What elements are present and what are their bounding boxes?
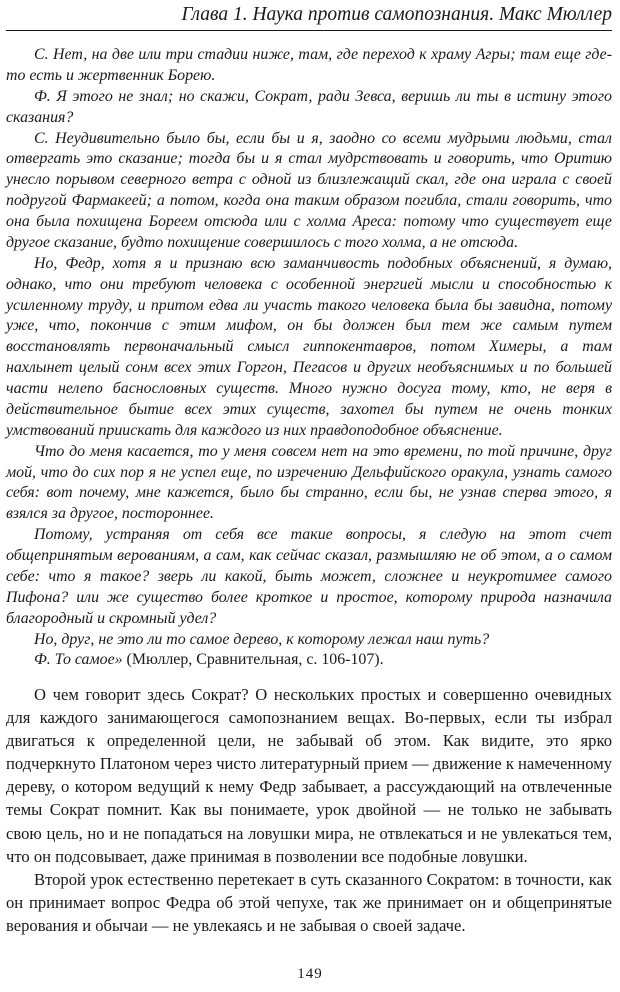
main-text xyxy=(6,683,612,937)
quoted-dialogue xyxy=(6,45,612,671)
citation: (Мюллер, Сравнительная, с. 106-107). xyxy=(122,651,384,669)
quote-paragraph: Но, Федр, хотя я и признаю всю заманчивость подобных объяснений, я думаю, однако, что они требуют человека с особенной энергией мысли и способностью к усиленному труду, и притом едва ли участь такого человека была бы завидна, потому уже, что, покончив с этим мифом, он бы должен был тем же самым путем восстановлять первоначальный смысл гиппокентавров, потом Химеры, а там нахлынет целый сонм всех этих Горгон, Пегасов и других необъяснимых и по большей части нелепо баснословных существ. Много нужно досуга тому, кто, не веря в действительное бытие всех этих существ, захотел бы путем не очень тонких умствований приискать для каждого из них правдоподобное объяснение. xyxy=(6,254,612,439)
quote-paragraph: Потому, устраняя от себя все такие вопросы, я следую на этот счет общепринятым верованиям, а сам, как сейчас сказал, размышляю не об этом, а о самом себе: что я такое? зверь ли какой, быть может, сложнее и неукротимее самого Пифона? или же существо более кроткое и простое, которому природа назначила благородный и скромный удел? xyxy=(6,526,612,627)
quote-paragraph: Что до меня касается, то у меня совсем нет на это времени, по той причине, друг мой, что до сих пор я не успел еще, по изречению Дельфийского оракула, узнать самого себя: вот почему, мне кажется, было бы странно, если бы, не узнав сперва этого, я взялся за другое, постороннее. xyxy=(6,442,612,523)
quote-paragraph: С. Нет, на две или три стадии ниже, там, где переход к храму Агры; там еще где-то есть и жертвенник Борею. xyxy=(6,46,612,84)
quote-final-paragraph xyxy=(6,650,612,671)
quote-paragraph: С. Неудивительно было бы, если бы и я, заодно со всеми мудрыми людьми, стал отвергать это сказание; тогда бы и я стал мудрствовать и говорить, что Оритию унесло порывом северного ветра с одной из близлежащий скал, где она играла с своей подругой Фармакеей; а потом, когда она таким образом погибла, стали говорить, что она была похищена Бореем отсюда или с холма Ареса: потому что существует еще другое сказание, будто похищение совершилось с того холма, а не отсюда. xyxy=(6,129,612,251)
quote-paragraph: Но, друг, не это ли то самое дерево, к которому лежал наш путь? xyxy=(34,630,490,648)
quote-paragraph: Ф. Я этого не знал; но скажи, Сократ, ради Зевса, веришь ли ты в истину этого сказания? xyxy=(6,87,612,126)
running-header xyxy=(6,4,612,31)
quote-final-line: Ф. То самое» xyxy=(34,651,123,669)
body-paragraph: О чем говорит здесь Сократ? О нескольких простых и совершенно очевидных для каждого занимающегося самопознанием вещах. Во-первых, если ты избрал двигаться к определенной цели, не забывай об этом. Как видите, это ярко подчеркнуто Платоном через чисто литературный прием — движение к намеченному дереву, о котором ведущий к нему Федр забывает, а рассуждающий на отвлеченные темы Сократ помнит. Как вы понимаете, урок двойной — не только не забывать свою цель, но и не попадаться на ловушки мира, не отвлекаться и не увлекаться тем, что он подсовывает, даже принимая в позволении все подобные ловушки. xyxy=(6,685,612,866)
chapter-title: Глава 1. Наука против самопознания. Макс Мюллер xyxy=(181,4,612,25)
page-number: 149 xyxy=(297,966,323,982)
body-paragraph: Второй урок естественно перетекает в суть сказанного Сократом: в точности, как он принимает вопрос Федра об этой чепухе, так же принимает он и общепринятые верования и обычаи — не увлекаясь и не забывая о своей задаче. xyxy=(6,869,612,935)
